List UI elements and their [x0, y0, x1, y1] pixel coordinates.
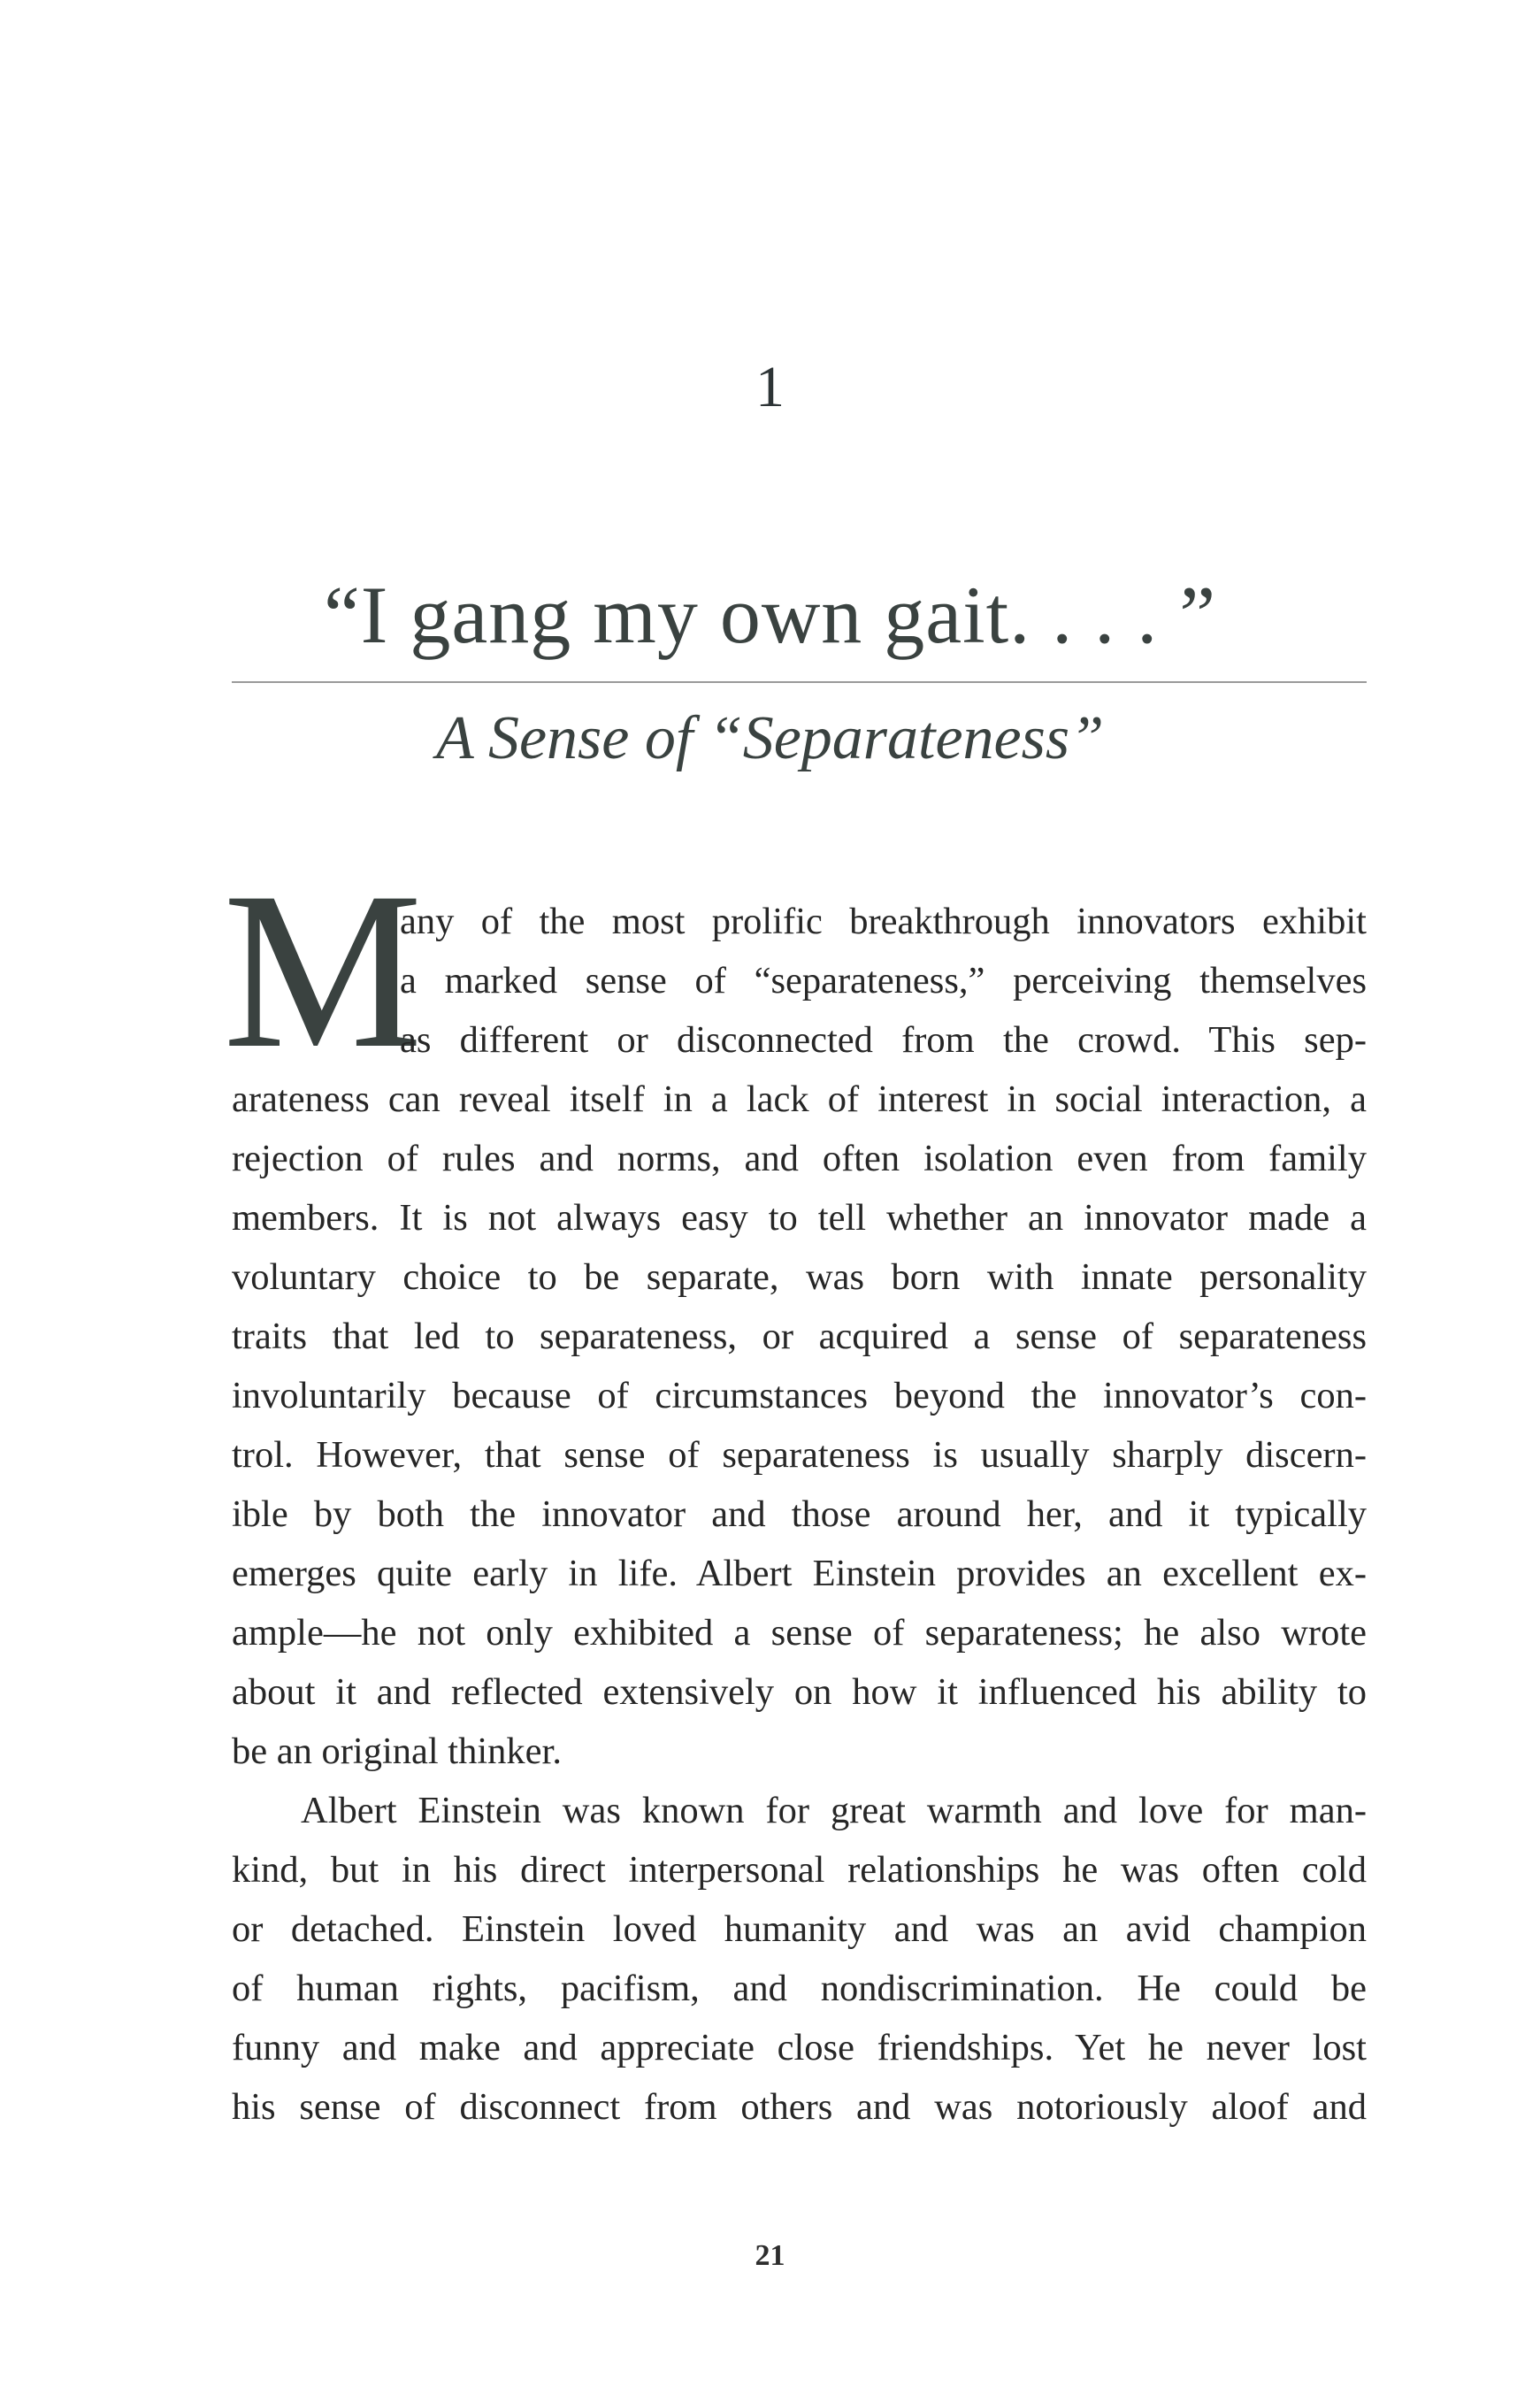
text-line: of human rights, pacifism, and nondiscrimination. He could be: [232, 1968, 1367, 2009]
text-line: as different or disconnected from the crowd. This sep-: [400, 1019, 1367, 1061]
chapter-title: “I gang my own gait. . . . ”: [323, 570, 1217, 660]
text-line: any of the most prolific breakthrough innovators exhibit: [400, 901, 1367, 942]
chapter-subtitle: A Sense of “Separateness”: [435, 704, 1105, 772]
text-line: trol. However, that sense of separateness is usually sharply discern-: [232, 1434, 1367, 1476]
text-line: funny and make and appreciate close friendships. Yet he never lost: [232, 2027, 1367, 2068]
text-line: a marked sense of “separateness,” perceiving themselves: [400, 960, 1367, 1001]
text-line: Albert Einstein was known for great warmth and love for man-: [301, 1790, 1367, 1831]
text-line: kind, but in his direct interpersonal relationships he was often cold: [232, 1849, 1367, 1891]
body-text: [232, 892, 1367, 2137]
page-number: 21: [755, 2239, 785, 2272]
text-line: members. It is not always easy to tell whether an innovator made a: [232, 1197, 1367, 1239]
text-line: or detached. Einstein loved humanity and was an avid champion: [232, 1908, 1367, 1950]
text-line: voluntary choice to be separate, was born with innate personality: [232, 1256, 1367, 1298]
text-line: arateness can reveal itself in a lack of interest in social interaction, a: [232, 1078, 1367, 1120]
text-line: his sense of disconnect from others and was notoriously aloof and: [232, 2086, 1367, 2128]
text-line: rejection of rules and norms, and often isolation even from family: [232, 1138, 1367, 1179]
text-line: traits that led to separateness, or acquired a sense of separateness: [232, 1316, 1367, 1357]
text-line: about it and reflected extensively on how it influenced his ability to: [232, 1671, 1367, 1713]
drop-cap: M: [223, 846, 423, 1094]
text-line: emerges quite early in life. Albert Einstein provides an excellent ex-: [232, 1553, 1367, 1594]
text-line: ample—he not only exhibited a sense of separateness; he also wrote: [232, 1612, 1367, 1654]
text-line: involuntarily because of circumstances beyond the innovator’s con-: [232, 1375, 1367, 1416]
text-line: ible by both the innovator and those around her, and it typically: [232, 1493, 1367, 1535]
title-divider: [232, 681, 1367, 683]
chapter-number: 1: [755, 355, 785, 419]
text-line: be an original thinker.: [232, 1731, 562, 1772]
